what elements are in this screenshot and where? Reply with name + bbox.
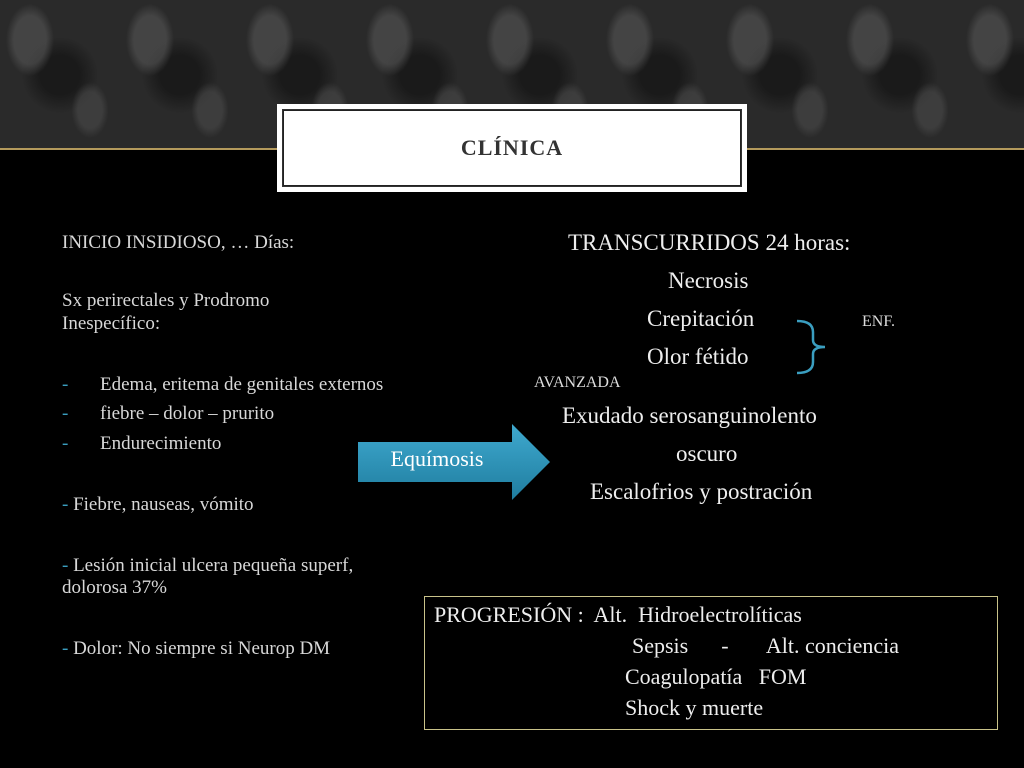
symptoms-heading-2: Inespecífico: bbox=[62, 313, 161, 334]
escalofrios-line: Escalofrios y postración bbox=[590, 479, 813, 504]
exudado-line-2: oscuro bbox=[676, 441, 738, 466]
onset-text: INICIO INSIDIOSO, … Días: bbox=[62, 232, 295, 253]
list-item: - Endurecimiento bbox=[62, 433, 222, 454]
progression-line-4: Shock y muerte bbox=[625, 695, 764, 720]
list-item: - fiebre – dolor – prurito bbox=[62, 403, 275, 424]
enf-label: ENF. bbox=[862, 313, 895, 330]
list-item: - Lesión inicial ulcera pequeña superf, bbox=[62, 555, 354, 576]
right-item: Olor fétido bbox=[647, 344, 749, 369]
dash-marker: - bbox=[62, 403, 69, 424]
dash-marker: - bbox=[62, 433, 69, 454]
right-item: Necrosis bbox=[668, 268, 749, 293]
progression-line-3: Coagulopatía FOM bbox=[625, 664, 807, 689]
symptoms-heading-1: Sx perirectales y Prodromo bbox=[62, 290, 270, 311]
avanzada-label: AVANZADA bbox=[534, 374, 621, 391]
arrow-label: Equímosis bbox=[390, 446, 484, 471]
right-heading: TRANSCURRIDOS 24 horas: bbox=[568, 230, 851, 255]
progression-line-1: PROGRESIÓN : Alt. Hidroelectrolíticas bbox=[434, 602, 802, 627]
list-item: - Edema, eritema de genitales externos bbox=[62, 374, 384, 395]
title-box bbox=[277, 104, 747, 192]
brace-icon bbox=[795, 318, 835, 376]
list-item: - Fiebre, nauseas, vómito bbox=[62, 494, 254, 515]
list-item: - Dolor: No siempre si Neurop DM bbox=[62, 638, 331, 659]
slide-title: CLÍNICA bbox=[460, 135, 564, 160]
right-item: Crepitación bbox=[647, 306, 755, 331]
progression-line-2: Sepsis - Alt. conciencia bbox=[632, 633, 900, 658]
list-item-continuation: dolorosa 37% bbox=[62, 577, 168, 598]
exudado-line-1: Exudado serosanguinolento bbox=[562, 403, 817, 428]
dash-marker: - bbox=[62, 374, 69, 395]
